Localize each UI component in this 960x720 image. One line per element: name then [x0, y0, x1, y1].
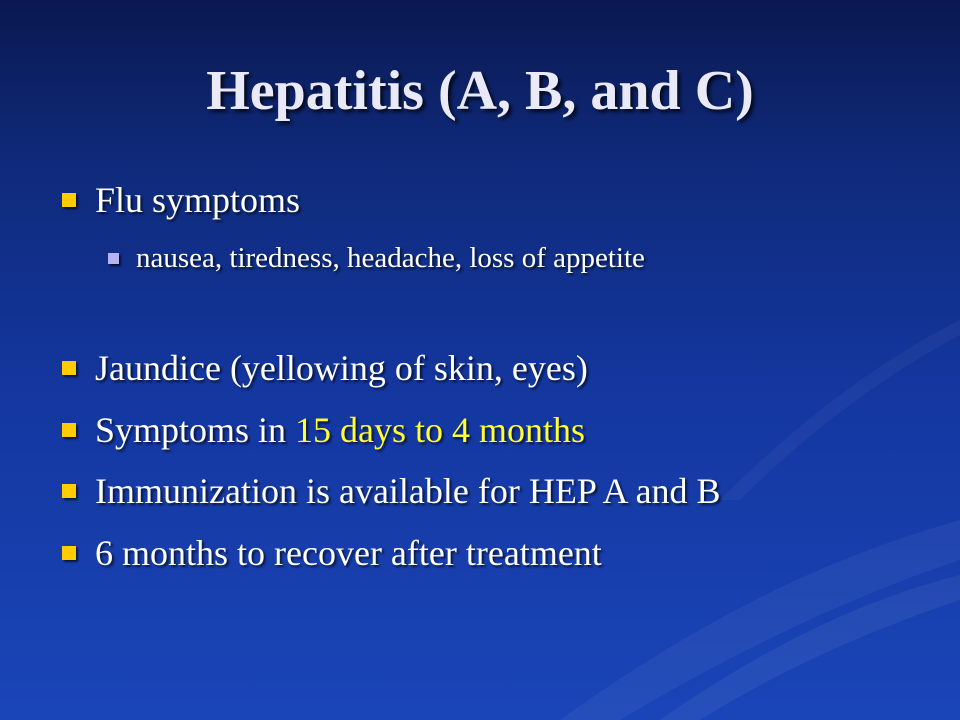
sub-bullet-text: nausea, tiredness, headache, loss of appetite [136, 241, 645, 274]
bullet-square-icon [62, 423, 76, 437]
sub-bullet-flu-details [108, 240, 645, 276]
bullet-text: Immunization is available for HEP A and B [95, 471, 721, 511]
bullet-jaundice [62, 346, 588, 390]
bullet-text: Jaundice (yellowing of skin, eyes) [95, 348, 588, 388]
bullet-immunization [62, 469, 721, 513]
bullet-recovery [62, 531, 602, 575]
bullet-square-icon [62, 484, 76, 498]
bullet-square-icon [62, 546, 76, 560]
bullet-symptoms-onset [62, 408, 585, 452]
slide-title: Hepatitis (A, B, and C) [206, 60, 754, 122]
bullet-square-icon [62, 361, 76, 375]
bullet-text: 6 months to recover after treatment [95, 533, 602, 573]
bullet-text-prefix: Symptoms in [95, 410, 296, 450]
bullet-flu-symptoms [62, 178, 300, 222]
highlighted-timeframe: 15 days to 4 months [295, 410, 586, 450]
bullet-text [95, 409, 585, 451]
bullet-square-icon [62, 193, 76, 207]
bullet-text: Flu symptoms [95, 180, 301, 220]
sub-bullet-square-icon [108, 253, 119, 264]
